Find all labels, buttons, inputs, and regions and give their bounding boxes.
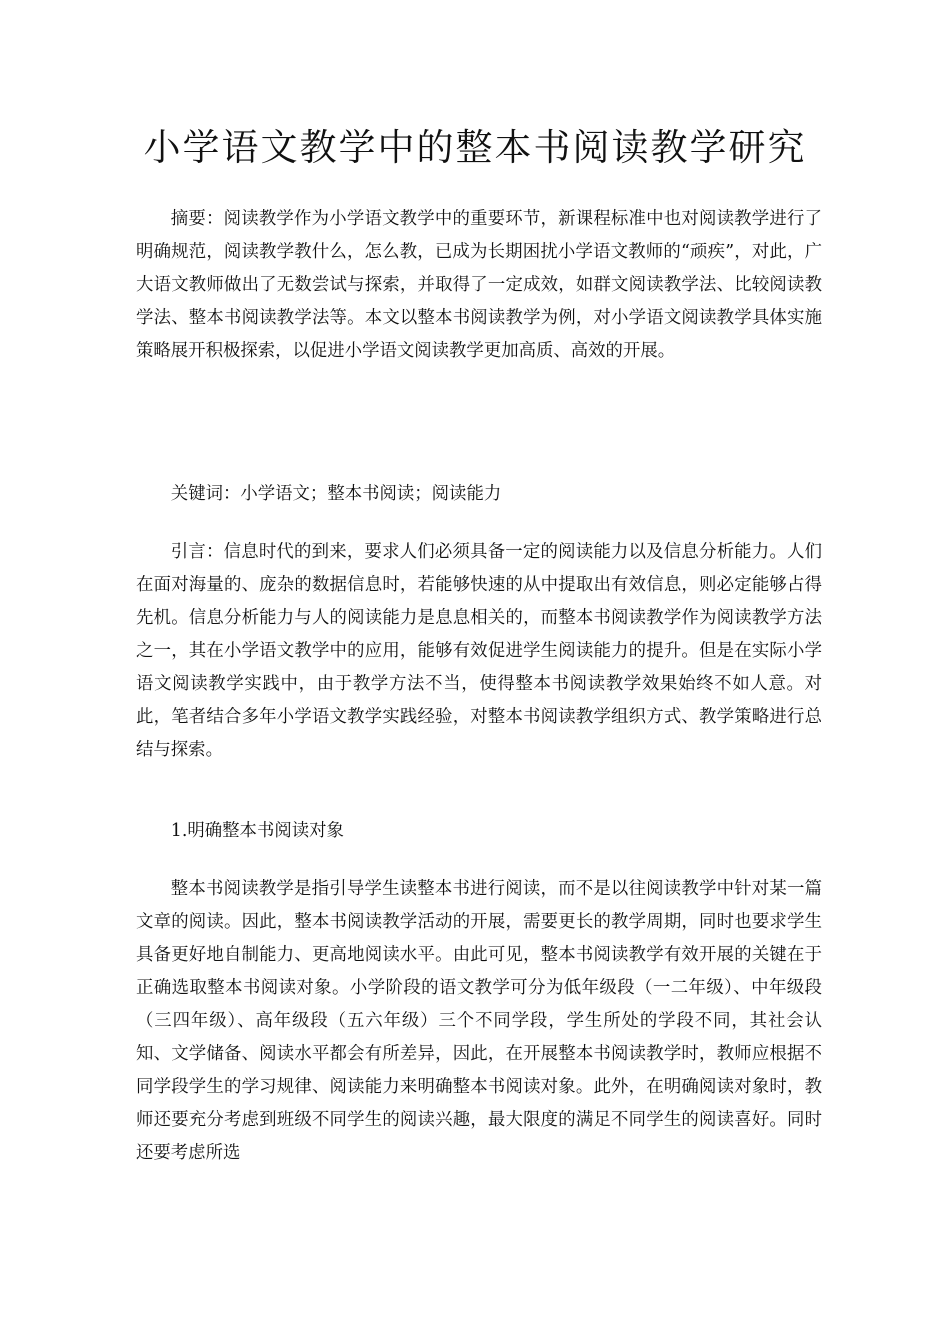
document-title: 小学语文教学中的整本书阅读教学研究 [143, 126, 807, 169]
keywords-paragraph: 关键词：小学语文；整本书阅读；阅读能力 [170, 484, 502, 504]
section-body-paragraph: 整本书阅读教学是指引导学生读整本书进行阅读，而不是以往阅读教学中针对某一篇文章的阅读。因此，整本书阅读教学活动的开展，需要更长的教学周期，同时也要求学生具备更好地自制能力、更高地阅读水平。由此可见，整本书阅读教学有效开展的关键在于正确选取整本书阅读对象。小学阶段的语文教学可分为低年级段（一二年级）、中年级段（三四年级）、高年级段（五六年级）三个不同学段，学生所处的学段不同，其社会认知、文学储备、阅读水平都会有所差异，因此，在开展整本书阅读教学时，教师应根据不同学段学生的学习规律、阅读能力来明确整本书阅读对象。此外，在明确阅读对象时，教师还要充分考虑到班级不同学生的阅读兴趣，最大限度的满足不同学生的阅读喜好。同时还要考虑所选 [136, 879, 822, 1163]
section-heading: 1.明确整本书阅读对象 [170, 821, 344, 841]
introduction-paragraph: 引言：信息时代的到来，要求人们必须具备一定的阅读能力以及信息分析能力。人们在面对海量的、庞杂的数据信息时，若能够快速的从中提取出有效信息，则必定能够占得先机。信息分析能力与人的阅读能力是息息相关的，而整本书阅读教学作为阅读教学方法之一，其在小学语文教学中的应用，能够有效促进学生阅读能力的提升。但是在实际小学语文阅读教学实践中，由于教学方法不当，使得整本书阅读教学效果始终不如人意。对此，笔者结合多年小学语文教学实践经验，对整本书阅读教学组织方式、教学策略进行总结与探索。 [136, 542, 822, 760]
abstract-paragraph: 摘要：阅读教学作为小学语文教学中的重要环节，新课程标准中也对阅读教学进行了明确规范，阅读教学教什么，怎么教，已成为长期困扰小学语文教师的“顽疾”，对此，广大语文教师做出了无数尝试与探索，并取得了一定成效，如群文阅读教学法、比较阅读教学法、整本书阅读教学法等。本文以整本书阅读教学为例，对小学语文阅读教学具体实施策略展开积极探索，以促进小学语文阅读教学更加高质、高效的开展。 [136, 209, 822, 361]
